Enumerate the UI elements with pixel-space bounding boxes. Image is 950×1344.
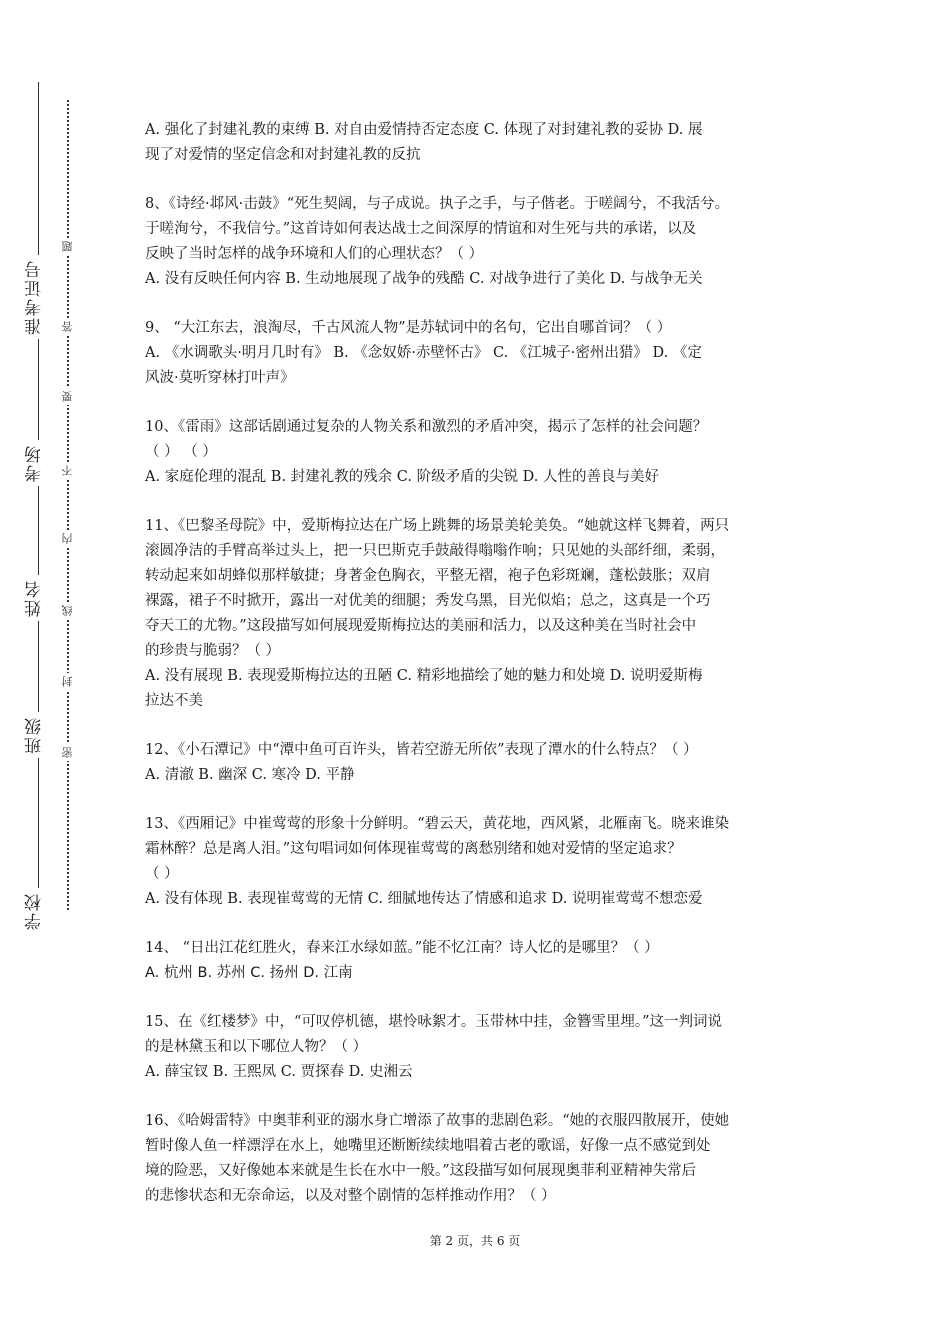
label-exam-number: 准考证号	[22, 255, 47, 339]
seal-char: 答	[60, 318, 76, 335]
text-line: A. 没有反映任何内容 B. 生动地展现了战争的残酷 C. 对战争进行了美化 D. 与战争无关	[145, 271, 703, 287]
text-line: 于嗟洵兮，不我信兮。”这首诗如何表达战士之间深厚的情谊和对生死与共的承诺，以及	[145, 221, 697, 237]
text-line: 转动起来如胡蜂似那样敏捷；身著金色胸衣，平整无褶，袍子色彩斑斓，蓬松鼓胀；双肩	[145, 568, 711, 584]
text-line: 境的险恶，又好像她本来就是生长在水中一般。”这段描写如何展现奥菲利亚精神失常后	[145, 1163, 697, 1179]
text-line: A. 清澈 B. 幽深 C. 寒冷 D. 平静	[145, 767, 355, 783]
text-line: A. 家庭伦理的混乱 B. 封建礼教的残余 C. 阶级矛盾的尖锐 D. 人性的善良与美好	[145, 469, 660, 485]
question-13	[145, 812, 835, 912]
label-name: 姓名	[22, 575, 47, 621]
text-line: A. 强化了封建礼教的束缚 B. 对自由爱情持否定态度 C. 体现了对封建礼教的妥协 D. 展	[145, 122, 703, 138]
text-line: A. 没有体现 B. 表现崔莺莺的无情 C. 细腻地传达了情感和追求 D. 说明崔莺莺不想恋爱	[145, 891, 703, 907]
question-15	[145, 1010, 835, 1085]
label-class: 班级	[22, 712, 47, 758]
text-line: 裸露，裙子不时掀开，露出一对优美的细腿；秀发乌黑，目光似焰；总之，这真是一个巧	[145, 593, 711, 609]
text-line: 12、《小石潭记》中“潭中鱼可百许头，皆若空游无所依”表现了潭水的什么特点？（ ）	[145, 742, 698, 758]
text-line: 风波·莫听穿林打叶声》	[145, 370, 295, 386]
text-line: 13、《西厢记》中崔莺莺的形象十分鲜明。“碧云天，黄花地，西风紧，北雁南飞。晓来谁染	[145, 816, 730, 832]
seal-char: 密	[60, 744, 76, 761]
text-line: 9、 “大江东去，浪淘尽，千古风流人物”是苏轼词中的名句，它出自哪首词？（ ）	[145, 320, 672, 336]
seal-char: 封	[60, 673, 76, 690]
text-line: A. 《水调歌头·明月几时有》 B. 《念奴娇·赤壁怀古》 C. 《江城子·密州出猎》 D. 《定	[145, 345, 702, 361]
text-line: A. 薛宝钗 B. 王熙凤 C. 贾探春 D. 史湘云	[145, 1064, 413, 1080]
text-line: A. 没有展现 B. 表现爱斯梅拉达的丑陋 C. 精彩地描绘了她的魅力和处境 D. 说明爱斯梅	[145, 668, 703, 684]
text-line: 15、在《红楼梦》中，“可叹停机德，堪怜咏絮才。玉带林中挂，金簪雪里埋。”这一判词说	[145, 1014, 723, 1030]
text-line: A. 杭州 B. 苏州 C. 扬州 D. 江南	[145, 965, 353, 981]
seal-char: 内	[60, 530, 76, 547]
question-11	[145, 514, 835, 714]
text-line: （ ）	[145, 866, 179, 882]
binding-dotted-line	[67, 100, 69, 910]
text-line: 滚圆净洁的手臂高举过头上，把一只巴斯克手鼓敲得嗡嗡作响；只见她的头部纤细，柔弱，	[145, 543, 725, 559]
text-line: 14、 “日出江花红胜火，春来江水绿如蓝。”能不忆江南？诗人忆的是哪里？（ ）	[145, 940, 659, 956]
text-line: 的悲惨状态和无奈命运，以及对整个剧情的怎样推动作用？（ ）	[145, 1188, 556, 1204]
question-10	[145, 415, 835, 490]
label-school: 学校	[22, 888, 47, 934]
seal-char: 不	[60, 462, 76, 479]
text-line: 10、《雷雨》这部话剧通过复杂的人物关系和激烈的矛盾冲突，揭示了怎样的社会问题？	[145, 419, 708, 435]
question-9	[145, 316, 835, 391]
seal-char: 题	[60, 238, 76, 255]
text-line: 霜林醉？总是离人泪。”这句唱词如何体现崔莺莺的离愁别绪和她对爱情的坚定追求？	[145, 841, 682, 857]
seal-char: 要	[60, 388, 76, 405]
question-16	[145, 1109, 835, 1209]
question-7-options	[145, 118, 835, 168]
text-line: 11、《巴黎圣母院》中，爱斯梅拉达在广场上跳舞的场景美轮美奂。“她就这样飞舞着，两只	[145, 518, 730, 534]
page-number: 第 2 页，共 6 页	[429, 1234, 521, 1248]
text-line: （ ） （ ）	[145, 444, 217, 460]
label-exam-room: 考场	[22, 440, 47, 486]
text-line: 拉达不美	[145, 693, 203, 709]
text-line: 现了对爱情的坚定信念和对封建礼教的反抗	[145, 147, 421, 163]
text-line: 反映了当时怎样的战争环境和人们的心理状态？（ ）	[145, 246, 484, 262]
question-8	[145, 192, 835, 292]
question-14	[145, 936, 835, 986]
text-line: 的珍贵与脆弱？（ ）	[145, 643, 281, 659]
text-line: 8、《诗经·邶风·击鼓》“死生契阔，与子成说。执子之手，与子偕老。于嗟阔兮，不我活兮。	[145, 196, 730, 212]
binding-solid-line	[38, 82, 39, 922]
text-line: 16、《哈姆雷特》中奥菲利亚的溺水身亡增添了故事的悲剧色彩。“她的衣服四散展开，使她	[145, 1113, 730, 1129]
question-12	[145, 738, 835, 788]
text-line: 的是林黛玉和以下哪位人物？（ ）	[145, 1039, 368, 1055]
question-content	[145, 118, 835, 1233]
text-line: 夺天工的尤物。”这段描写如何展现爱斯梅拉达的美丽和活力，以及这种美在当时社会中	[145, 618, 697, 634]
seal-char: 线	[60, 602, 76, 619]
text-line: 暂时像人鱼一样漂浮在水上，她嘴里还断断续续地唱着古老的歌谣，好像一点不感觉到处	[145, 1138, 711, 1154]
